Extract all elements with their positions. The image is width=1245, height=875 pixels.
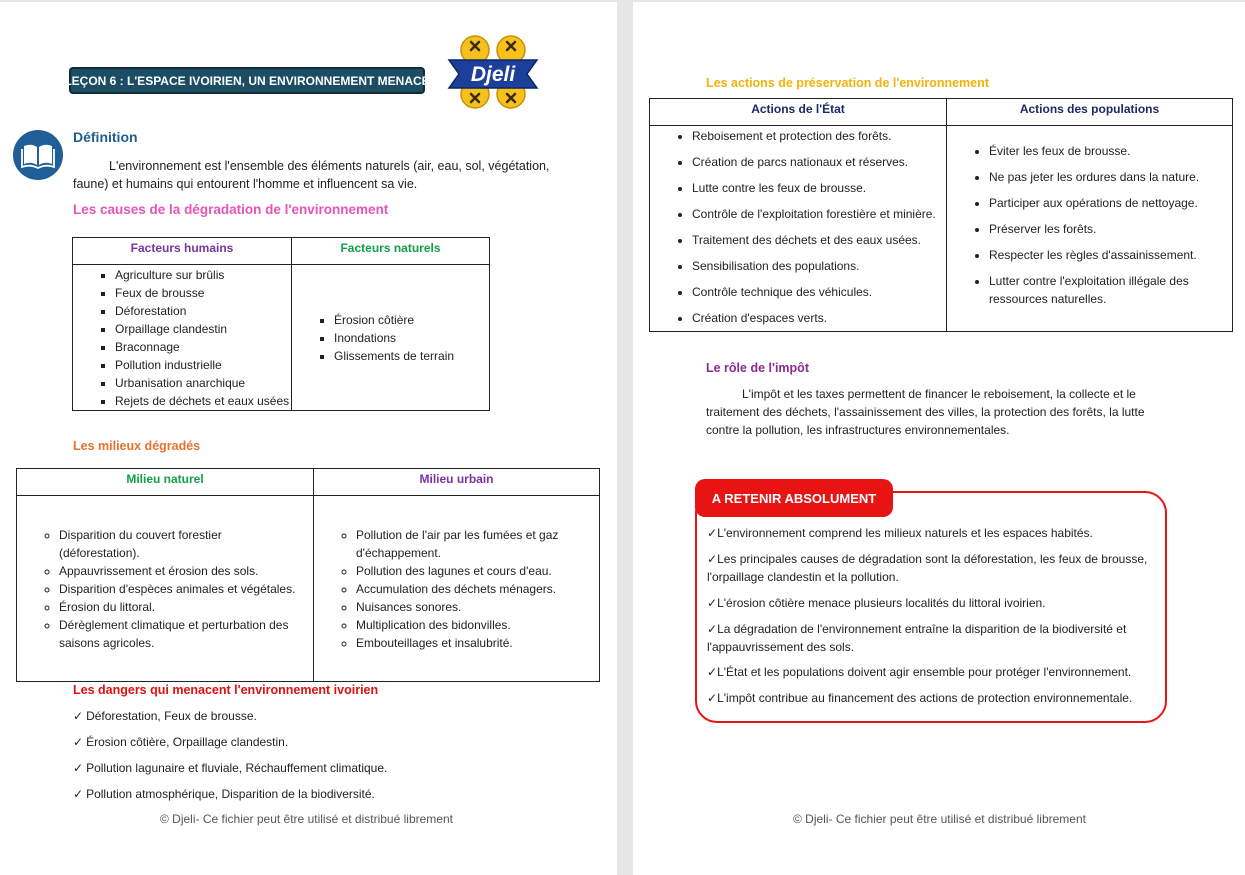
retenir-item-text: L'État et les populations doivent agir ensemble pour protéger l'environnement. [717, 665, 1132, 679]
list-item: ▪ Agriculture sur brûlis [115, 266, 291, 284]
retenir-item [707, 524, 1157, 542]
list-item: ◦ Érosion du littoral. [59, 598, 303, 616]
retenir-item-text: Les principales causes de dégradation sont la déforestation, les feux de brousse, l'orpaillage clandestin et la pollution. [707, 552, 1148, 584]
retenir-item [707, 689, 1157, 707]
footer-right: © Djeli- Ce fichier peut être utilisé et distribué librement [793, 812, 1086, 826]
checkmark-icon: ✓ [73, 787, 84, 801]
col-natural-header: Facteurs naturels [292, 238, 490, 265]
logo-text: Djeli [470, 63, 516, 86]
retenir-item-text: L'environnement comprend les milieux naturels et les espaces habités. [717, 526, 1093, 540]
list-item: • Éviter les feux de brousse. [989, 142, 1208, 160]
list-item: • Traitement des déchets et des eaux usées. [692, 227, 946, 253]
list-item: • Création d'espaces verts. [692, 305, 946, 331]
retenir-item [707, 550, 1157, 586]
retenir-title: A RETENIR ABSOLUMENT [695, 479, 893, 517]
checkmark-icon: ✓ [73, 735, 84, 749]
retenir-item [707, 594, 1157, 612]
list-item: ▪ Pollution industrielle [115, 356, 291, 374]
list-item: ◦ Pollution de l'air par les fumées et gaz d'échappement. [356, 526, 579, 562]
list-item: ◦ Appauvrissement et érosion des sols. [59, 562, 303, 580]
impot-body: L'impôt et les taxes permettent de financer le reboisement, la collecte et le traitement des déchets, l'assainissement des villes, la protection des forêts, la lutte contre la pollution, les infrastructures environnementales. [706, 387, 1145, 437]
list-item: • Sensibilisation des populations. [692, 253, 946, 279]
list-item: • Ne pas jeter les ordures dans la nature. [989, 168, 1208, 186]
milieu-urbain-list [314, 526, 599, 652]
causes-table [72, 237, 490, 411]
retenir-item [707, 620, 1157, 656]
checkmark-icon: ✓ [707, 552, 718, 566]
col-milieu-naturel-header: Milieu naturel [17, 469, 314, 496]
list-item-text: Déforestation, Feux de brousse. [86, 709, 257, 723]
causes-heading: Les causes de la dégradation de l'environnement [73, 202, 389, 217]
list-item: ▪ Urbanisation anarchique [115, 374, 291, 392]
checkmark-icon: ✓ [707, 665, 718, 679]
checkmark-icon: ✓ [73, 709, 84, 723]
checkmark-icon: ✓ [707, 596, 718, 610]
milieu-naturel-list [17, 526, 313, 652]
impot-heading: Le rôle de l'impôt [706, 361, 809, 375]
dangers-list [73, 706, 387, 810]
footer-left: © Djeli- Ce fichier peut être utilisé et distribué librement [160, 812, 453, 826]
list-item: ▪ Rejets de déchets et eaux usées [115, 392, 291, 410]
definition-body: L'environnement est l'ensemble des éléments naturels (air, eau, sol, végétation, faune) et humains qui entourent l'homme et influencent sa vie. [73, 159, 550, 191]
state-actions-list [650, 123, 946, 331]
checkmark-icon: ✓ [707, 526, 718, 540]
list-item [73, 706, 387, 732]
retenir-item-text: La dégradation de l'environnement entraîne la disparition de la biodiversité et l'appauvrissement des sols. [707, 622, 1127, 654]
list-item: ▪ Glissements de terrain [334, 347, 489, 365]
list-item-text: Pollution atmosphérique, Disparition de la biodiversité. [86, 787, 375, 801]
list-item: ◦ Accumulation des déchets ménagers. [356, 580, 579, 598]
actions-table [649, 98, 1233, 332]
list-item: ◦ Dérèglement climatique et perturbation des saisons agricoles. [59, 616, 303, 652]
list-item-text: Pollution lagunaire et fluviale, Réchauffement climatique. [86, 761, 388, 775]
lesson-title: LEÇON 6 : L'ESPACE IVOIRIEN, UN ENVIRONNEMENT MENACÉ [69, 67, 425, 94]
list-item: • Préserver les forêts. [989, 220, 1208, 238]
natural-factors-list [292, 311, 489, 365]
list-item: ◦ Multiplication des bidonvilles. [356, 616, 579, 634]
milieux-heading: Les milieux dégradés [73, 439, 201, 453]
list-item: ◦ Pollution des lagunes et cours d'eau. [356, 562, 579, 580]
checkmark-icon: ✓ [73, 761, 84, 775]
people-actions-list [947, 142, 1232, 308]
impot-text [706, 385, 1168, 439]
list-item [73, 784, 387, 810]
col-milieu-urbain-header: Milieu urbain [314, 469, 600, 496]
col-human-header: Facteurs humains [73, 238, 292, 265]
list-item: ▪ Inondations [334, 329, 489, 347]
col-state-header: Actions de l'État [650, 99, 947, 126]
definition-text [73, 157, 551, 193]
list-item: ▪ Feux de brousse [115, 284, 291, 302]
dangers-heading: Les dangers qui menacent l'environnement ivoirien [73, 683, 379, 697]
checkmark-icon: ✓ [707, 691, 718, 705]
list-item: ▪ Déforestation [115, 302, 291, 320]
list-item: • Lutte contre les feux de brousse. [692, 175, 946, 201]
retenir-item [707, 663, 1157, 681]
retenir-item-text: L'érosion côtière menace plusieurs localités du littoral ivoirien. [717, 596, 1046, 610]
open-book-icon [12, 129, 64, 181]
list-item: • Reboisement et protection des forêts. [692, 123, 946, 149]
djeli-logo [443, 30, 543, 114]
human-factors-list [73, 266, 291, 410]
list-item [73, 758, 387, 784]
list-item: • Contrôle technique des véhicules. [692, 279, 946, 305]
list-item [73, 732, 387, 758]
list-item: • Création de parcs nationaux et réserves. [692, 149, 946, 175]
definition-heading: Définition [73, 129, 138, 145]
list-item: ◦ Disparition d'espèces animales et végétales. [59, 580, 303, 598]
retenir-item-text: L'impôt contribue au financement des actions de protection environnementale. [717, 691, 1133, 705]
actions-heading: Les actions de préservation de l'environnement [706, 76, 989, 90]
list-item: ◦ Nuisances sonores. [356, 598, 579, 616]
list-item: ▪ Orpaillage clandestin [115, 320, 291, 338]
list-item: ◦ Embouteillages et insalubrité. [356, 634, 579, 652]
list-item: • Contrôle de l'exploitation forestière et minière. [692, 201, 946, 227]
list-item: ◦ Disparition du couvert forestier (déforestation). [59, 526, 303, 562]
checkmark-icon: ✓ [707, 622, 718, 636]
list-item-text: Érosion côtière, Orpaillage clandestin. [86, 735, 289, 749]
list-item: ▪ Érosion côtière [334, 311, 489, 329]
list-item: • Participer aux opérations de nettoyage. [989, 194, 1208, 212]
list-item: ▪ Braconnage [115, 338, 291, 356]
col-people-header: Actions des populations [947, 99, 1233, 126]
list-item: • Respecter les règles d'assainissement. [989, 246, 1208, 264]
milieux-table [16, 468, 600, 682]
list-item: • Lutter contre l'exploitation illégale des ressources naturelles. [989, 272, 1208, 308]
